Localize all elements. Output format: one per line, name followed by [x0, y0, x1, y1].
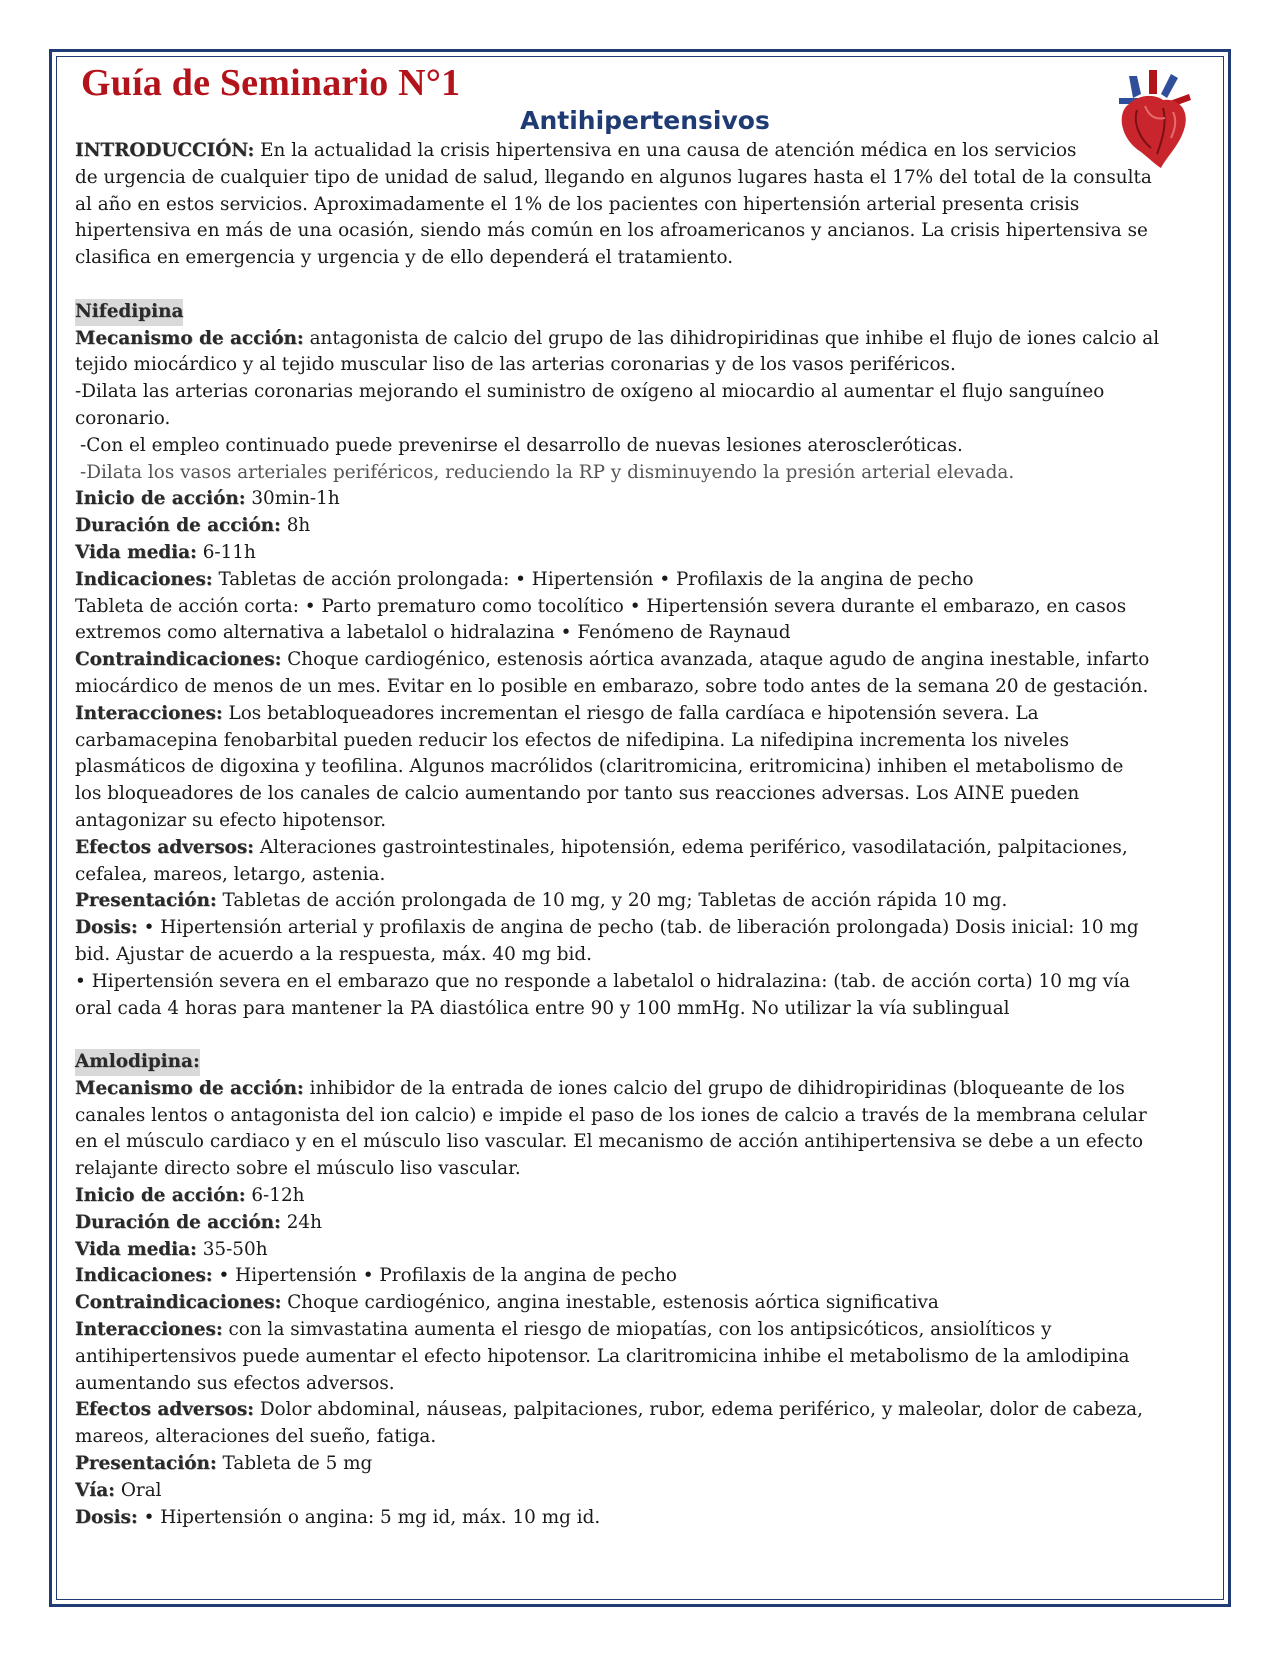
- contraindicaciones-text: Choque cardiogénico, angina inestable, estenosis aórtica significativa: [287, 1292, 939, 1314]
- interacciones-label: Interacciones:: [75, 702, 223, 724]
- indicaciones-label: Indicaciones:: [75, 568, 213, 590]
- inicio-label: Inicio de acción:: [75, 1185, 246, 1207]
- interacciones-text: con la simvastatina aumenta el riesgo de miopatías, con los antipsicóticos, ansiolíticos y: [228, 1319, 1052, 1341]
- indicaciones-text: • Hipertensión • Profilaxis de la angina de pecho: [218, 1265, 677, 1287]
- mecanismo-text: coronario.: [75, 407, 171, 429]
- contraindicaciones-text: Choque cardiogénico, estenosis aórtica avanzada, ataque agudo de angina inestable, infarto: [287, 649, 1150, 671]
- vida-media-value: 35-50h: [202, 1238, 268, 1260]
- dosis-text: oral cada 4 horas para mantener la PA diastólica entre 90 y 100 mmHg. No utilizar la vía sublingual: [75, 997, 1010, 1019]
- inicio-label: Inicio de acción:: [75, 488, 246, 510]
- contraindicaciones-label: Contraindicaciones:: [75, 649, 282, 671]
- interacciones-text: carbamacepina fenobarbital pueden reducir los efectos de nifedipina. La nifedipina incrementa los niveles: [75, 729, 1070, 751]
- presentacion-text: Tabletas de acción prolongada de 10 mg, y 20 mg; Tabletas de acción rápida 10 mg.: [222, 890, 1008, 912]
- mecanismo-text: relajante directo sobre el músculo liso vascular.: [75, 1158, 521, 1180]
- presentacion-text: Tableta de 5 mg: [222, 1453, 373, 1475]
- mecanismo-text: en el músculo cardiaco y en el músculo liso vascular. El mecanismo de acción antihipertensiva se debe a un efecto: [75, 1131, 1144, 1153]
- document-body: [75, 62, 1215, 1531]
- efectos-text: mareos, alteraciones del sueño, fatiga.: [75, 1426, 437, 1448]
- duracion-label: Duración de acción:: [75, 1211, 281, 1233]
- interacciones-text: Los betabloqueadores incrementan el riesgo de falla cardíaca e hipotensión severa. La: [228, 702, 1039, 724]
- duracion-label: Duración de acción:: [75, 515, 281, 537]
- efectos-label: Efectos adversos:: [75, 836, 254, 858]
- duracion-value: 24h: [286, 1211, 322, 1233]
- intro-line: hipertensiva en más de una ocasión, siendo más común en los afroamericanos y ancianos. La crisis hipertensiva se: [75, 220, 1148, 242]
- intro-line: clasifica en emergencia y urgencia y de ello dependerá el tratamiento.: [75, 247, 734, 269]
- interacciones-text: los bloqueadores de los canales de calcio aumentando por tanto sus reacciones adversas. Los AINE pueden: [75, 783, 1080, 805]
- dosis-label: Dosis:: [75, 917, 138, 939]
- page-subtitle: Antihipertensivos: [520, 106, 770, 135]
- efectos-text: cefalea, mareos, letargo, astenia.: [75, 863, 386, 885]
- presentacion-label: Presentación:: [75, 1453, 217, 1475]
- contraindicaciones-label: Contraindicaciones:: [75, 1292, 282, 1314]
- dosis-text: • Hipertensión severa en el embarazo que no responde a labetalol o hidralazina: (tab. de acción corta) 10 mg vía: [75, 970, 1131, 992]
- mecanismo-text: tejido miocárdico y al tejido muscular liso de las arterias coronarias y de los vasos periféricos.: [75, 354, 956, 376]
- presentacion-label: Presentación:: [75, 890, 217, 912]
- dosis-text: • Hipertensión arterial y profilaxis de angina de pecho (tab. de liberación prolongada) Dosis inicial: 10 mg: [143, 917, 1139, 939]
- intro-line: de urgencia de cualquier tipo de unidad de salud, llegando en algunos lugares hasta el 17% del total de la consulta: [75, 166, 1152, 188]
- mecanismo-text: -Dilata los vasos arteriales periféricos, reduciendo la RP y disminuyendo la presión arterial elevada.: [80, 461, 1015, 483]
- page-title: Guía de Seminario N°1: [81, 62, 461, 104]
- contraindicaciones-text: miocárdico de menos de un mes. Evitar en lo posible en embarazo, sobre todo antes de la semana 20 de gestación.: [75, 675, 1149, 697]
- dosis-label: Dosis:: [75, 1506, 138, 1528]
- interacciones-text: aumentando sus efectos adversos.: [75, 1372, 395, 1394]
- mecanismo-label: Mecanismo de acción:: [75, 1077, 304, 1099]
- intro-line: En la actualidad la crisis hipertensiva en una causa de atención médica en los servicios: [260, 140, 1077, 161]
- vida-media-label: Vida media:: [75, 1238, 197, 1260]
- vida-media-value: 6-11h: [202, 541, 256, 563]
- mecanismo-label: Mecanismo de acción:: [75, 327, 304, 349]
- interacciones-text: antagonizar su efecto hipotensor.: [75, 809, 387, 831]
- mecanismo-text: antagonista de calcio del grupo de las dihidropiridinas que inhibe el flujo de iones calcio al: [309, 327, 1160, 349]
- inicio-value: 6-12h: [251, 1185, 305, 1207]
- efectos-label: Efectos adversos:: [75, 1399, 254, 1421]
- intro-paragraph: [75, 138, 1215, 165]
- mecanismo-text: inhibidor de la entrada de iones calcio del grupo de dihidropiridinas (bloqueante de los: [309, 1077, 1125, 1099]
- dosis-text: • Hipertensión o angina: 5 mg id, máx. 10 mg id.: [143, 1506, 601, 1528]
- duracion-value: 8h: [286, 515, 311, 537]
- indicaciones-text: Tabletas de acción prolongada: • Hipertensión • Profilaxis de la angina de pecho: [218, 568, 974, 590]
- mecanismo-text: canales lentos o antagonista del ion calcio) e impide el paso de los iones de calcio a través de la membrana celular: [75, 1104, 1147, 1126]
- drug-heading-amlodipina: Amlodipina:: [75, 1049, 200, 1076]
- mecanismo-text: -Dilata las arterias coronarias mejorando el suministro de oxígeno al miocardio al aumentar el flujo sanguíneo: [75, 381, 1105, 403]
- dosis-text: bid. Ajustar de acuerdo a la respuesta, máx. 40 mg bid.: [75, 943, 592, 965]
- efectos-text: Dolor abdominal, náuseas, palpitaciones, rubor, edema periférico, y maleolar, dolor de cabeza,: [259, 1399, 1143, 1421]
- via-label: Vía:: [75, 1479, 115, 1501]
- mecanismo-text: -Con el empleo continuado puede prevenirse el desarrollo de nuevas lesiones ateroscleróticas.: [80, 434, 963, 456]
- intro-label: INTRODUCCIÓN:: [75, 140, 255, 161]
- indicaciones-text: extremos como alternativa a labetalol o hidralazina • Fenómeno de Raynaud: [75, 622, 791, 644]
- indicaciones-text: Tableta de acción corta: • Parto prematuro como tocolítico • Hipertensión severa durante el embarazo, en casos: [75, 595, 1127, 617]
- interacciones-label: Interacciones:: [75, 1319, 223, 1341]
- inicio-value: 30min-1h: [251, 488, 340, 510]
- indicaciones-label: Indicaciones:: [75, 1265, 213, 1287]
- interacciones-text: antihipertensivos puede aumentar el efecto hipotensor. La claritromicina inhibe el metabolismo de la amlodipina: [75, 1345, 1130, 1367]
- drug-heading-nifedipina: Nifedipina: [75, 299, 183, 326]
- intro-line: al año en estos servicios. Aproximadamente el 1% de los pacientes con hipertensión arterial presenta crisis: [75, 193, 1080, 215]
- interacciones-text: plasmáticos de digoxina y teofilina. Algunos macrólidos (claritromicina, eritromicina) inhiben el metabolismo de: [75, 756, 1124, 778]
- via-text: Oral: [120, 1479, 162, 1501]
- vida-media-label: Vida media:: [75, 541, 197, 563]
- efectos-text: Alteraciones gastrointestinales, hipotensión, edema periférico, vasodilatación, palpitaciones,: [259, 836, 1128, 858]
